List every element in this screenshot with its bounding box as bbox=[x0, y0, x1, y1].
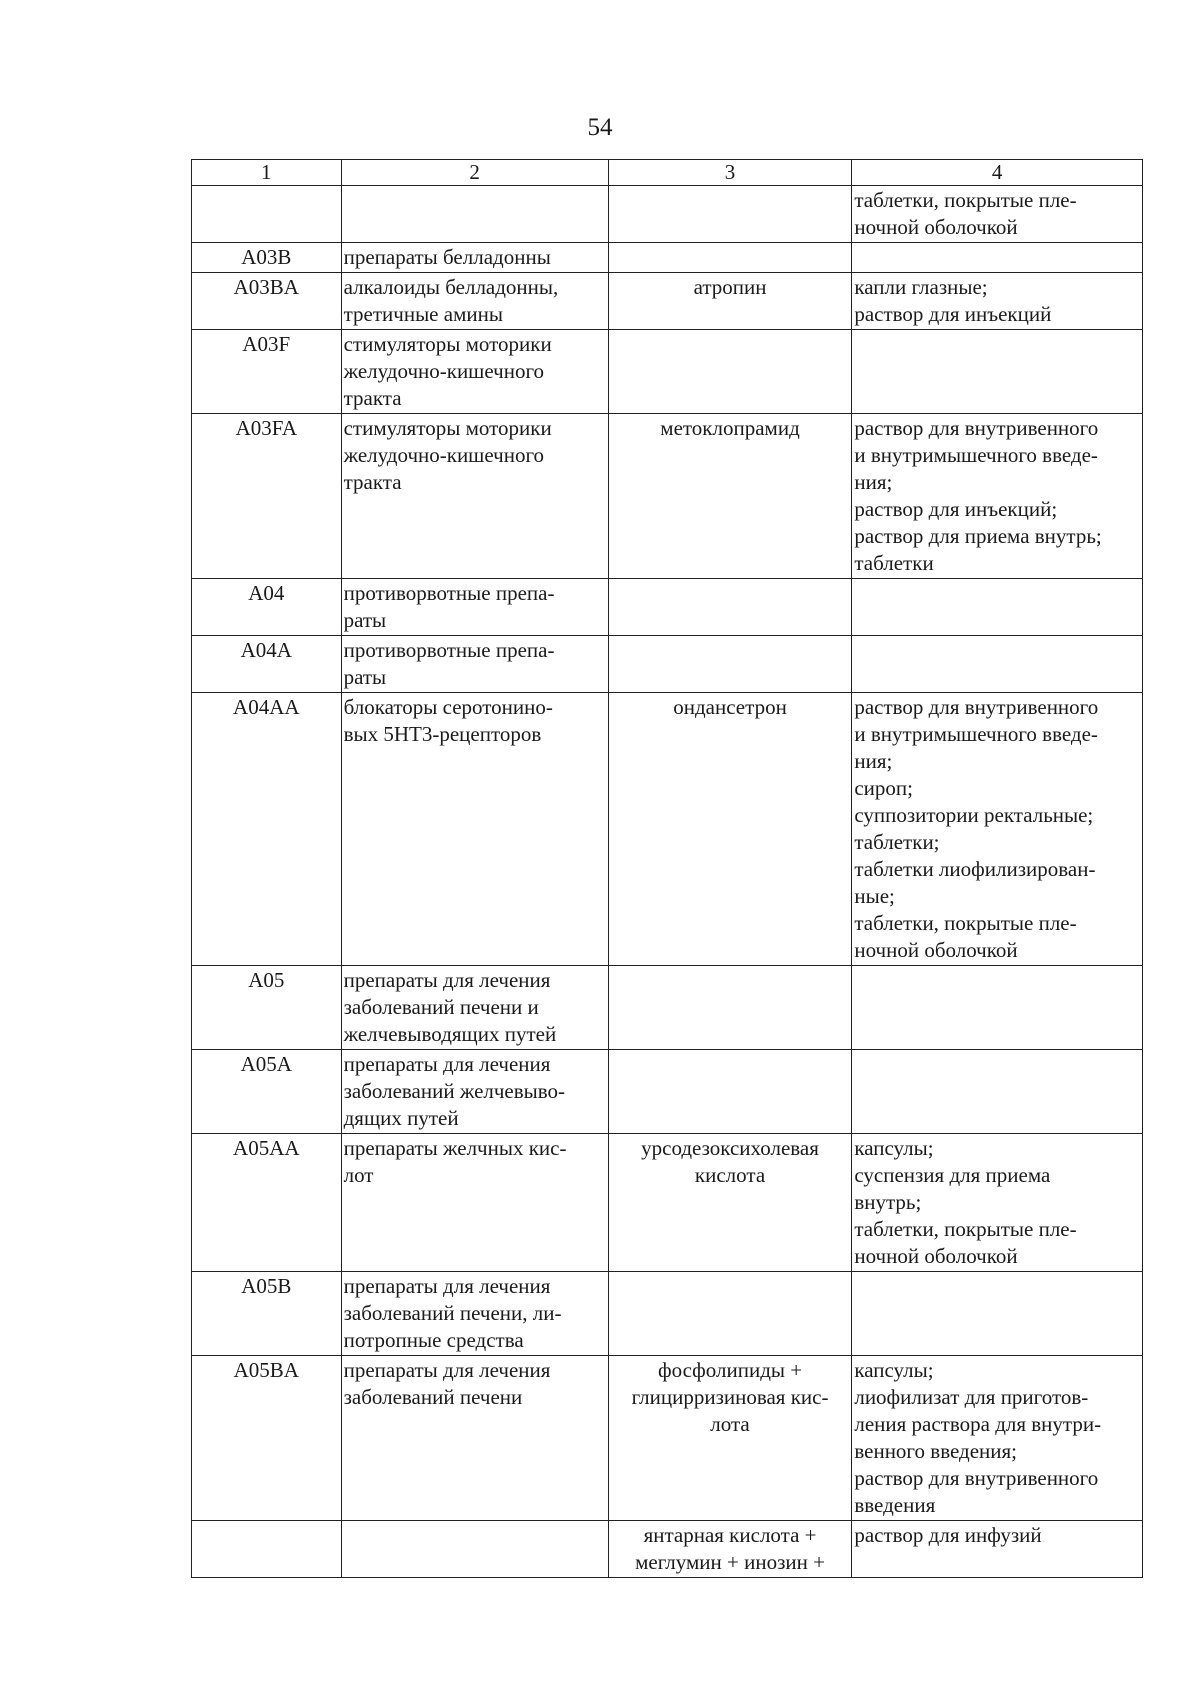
atc-code-cell: A04A bbox=[192, 636, 342, 693]
drug-name-cell bbox=[608, 273, 852, 330]
drug-name-cell bbox=[608, 636, 852, 693]
anatomical-group-cell bbox=[341, 1356, 608, 1521]
page-number: 54 bbox=[587, 114, 613, 141]
anatomical-group-line: препараты для лечения bbox=[343, 1358, 551, 1382]
atc-code-cell: A05A bbox=[192, 1050, 342, 1134]
anatomical-group-line: блокаторы серотонино- bbox=[343, 695, 553, 719]
drug-name-line: меглумин + инозин + bbox=[635, 1550, 825, 1574]
anatomical-group-line: заболеваний печени bbox=[343, 1385, 523, 1409]
dosage-form-line: раствор для приема внутрь; bbox=[854, 524, 1102, 548]
anatomical-group-line: заболеваний печени, ли- bbox=[343, 1301, 562, 1325]
anatomical-group-cell bbox=[341, 579, 608, 636]
table-row bbox=[192, 966, 1143, 1050]
drug-classification-table bbox=[191, 159, 1143, 1578]
dosage-form-line: таблетки; bbox=[854, 830, 940, 854]
drug-name-line: ондансетрон bbox=[673, 695, 787, 719]
atc-code-cell: A05BA bbox=[192, 1356, 342, 1521]
anatomical-group-cell bbox=[341, 186, 608, 243]
anatomical-group-line: препараты для лечения bbox=[343, 968, 551, 992]
dosage-form-line: ночной оболочкой bbox=[854, 1244, 1018, 1268]
table-row bbox=[192, 1134, 1143, 1272]
header-cell-1: 1 bbox=[192, 160, 342, 186]
anatomical-group-line: препараты для лечения bbox=[343, 1274, 551, 1298]
dosage-form-cell bbox=[852, 1134, 1143, 1272]
anatomical-group-cell bbox=[341, 243, 608, 273]
dosage-form-line: сироп; bbox=[854, 776, 913, 800]
anatomical-group-line: раты bbox=[343, 665, 387, 689]
anatomical-group-line: третичные амины bbox=[343, 302, 503, 326]
table-row bbox=[192, 1272, 1143, 1356]
table-row bbox=[192, 330, 1143, 414]
dosage-form-line: ния; bbox=[854, 749, 893, 773]
atc-code-cell: A05B bbox=[192, 1272, 342, 1356]
anatomical-group-line: желудочно-кишечного bbox=[343, 443, 545, 467]
anatomical-group-line: дящих путей bbox=[343, 1106, 459, 1130]
dosage-form-line: лиофилизат для приготов- bbox=[854, 1385, 1089, 1409]
drug-name-cell bbox=[608, 579, 852, 636]
drug-name-line: глицирризиновая кис- bbox=[631, 1385, 829, 1409]
dosage-form-line: внутрь; bbox=[854, 1190, 922, 1214]
anatomical-group-line: противорвотные препа- bbox=[343, 581, 555, 605]
dosage-form-line: капли глазные; bbox=[854, 275, 988, 299]
drug-name-cell bbox=[608, 1134, 852, 1272]
dosage-form-line: раствор для инфузий bbox=[854, 1523, 1042, 1547]
dosage-form-line: капсулы; bbox=[854, 1136, 934, 1160]
dosage-form-line: таблетки, покрытые пле- bbox=[854, 1217, 1077, 1241]
anatomical-group-line: препараты для лечения bbox=[343, 1052, 551, 1076]
drug-name-cell bbox=[608, 186, 852, 243]
dosage-form-cell bbox=[852, 1272, 1143, 1356]
dosage-form-cell bbox=[852, 1050, 1143, 1134]
dosage-form-line: ночной оболочкой bbox=[854, 938, 1018, 962]
drug-name-line: кислота bbox=[694, 1163, 766, 1187]
anatomical-group-line: стимуляторы моторики bbox=[343, 416, 552, 440]
dosage-form-line: раствор для внутривенного bbox=[854, 416, 1099, 440]
table-row bbox=[192, 273, 1143, 330]
atc-code-cell: A04AA bbox=[192, 693, 342, 966]
anatomical-group-line: раты bbox=[343, 608, 387, 632]
anatomical-group-line: заболеваний желчевыво- bbox=[343, 1079, 566, 1103]
dosage-form-line: таблетки, покрытые пле- bbox=[854, 188, 1077, 212]
anatomical-group-line: алкалоиды белладонны, bbox=[343, 275, 559, 299]
anatomical-group-line: стимуляторы моторики bbox=[343, 332, 552, 356]
dosage-form-cell bbox=[852, 966, 1143, 1050]
table-row bbox=[192, 1356, 1143, 1521]
dosage-form-line: раствор для инъекций bbox=[854, 302, 1052, 326]
anatomical-group-cell bbox=[341, 1134, 608, 1272]
drug-name-cell bbox=[608, 1521, 852, 1578]
dosage-form-line: раствор для инъекций; bbox=[854, 497, 1058, 521]
table-row bbox=[192, 636, 1143, 693]
table-row bbox=[192, 1521, 1143, 1578]
dosage-form-line: и внутримышечного введе- bbox=[854, 722, 1098, 746]
dosage-form-line: ночной оболочкой bbox=[854, 215, 1018, 239]
dosage-form-line: ния; bbox=[854, 470, 893, 494]
drug-name-line: метоклопрамид bbox=[660, 416, 800, 440]
table-row bbox=[192, 1050, 1143, 1134]
dosage-form-line: таблетки bbox=[854, 551, 934, 575]
dosage-form-line: суппозитории ректальные; bbox=[854, 803, 1094, 827]
dosage-form-line: раствор для внутривенного bbox=[854, 695, 1099, 719]
dosage-form-cell bbox=[852, 636, 1143, 693]
atc-code-cell: A05 bbox=[192, 966, 342, 1050]
anatomical-group-cell bbox=[341, 330, 608, 414]
drug-name-cell bbox=[608, 330, 852, 414]
dosage-form-cell bbox=[852, 693, 1143, 966]
anatomical-group-line: тракта bbox=[343, 470, 402, 494]
dosage-form-line: ные; bbox=[854, 884, 895, 908]
drug-name-cell bbox=[608, 1356, 852, 1521]
drug-name-cell bbox=[608, 1050, 852, 1134]
dosage-form-line: ления раствора для внутри- bbox=[854, 1412, 1102, 1436]
table-row bbox=[192, 186, 1143, 243]
drug-name-line: фосфолипиды + bbox=[657, 1358, 803, 1382]
drug-name-cell bbox=[608, 693, 852, 966]
header-cell-2: 2 bbox=[341, 160, 608, 186]
atc-code-cell bbox=[192, 1521, 342, 1578]
dosage-form-line: венного введения; bbox=[854, 1439, 1018, 1463]
dosage-form-cell bbox=[852, 579, 1143, 636]
anatomical-group-line: желудочно-кишечного bbox=[343, 359, 545, 383]
anatomical-group-cell bbox=[341, 966, 608, 1050]
table-row bbox=[192, 579, 1143, 636]
anatomical-group-cell bbox=[341, 414, 608, 579]
anatomical-group-cell bbox=[341, 273, 608, 330]
atc-code-cell bbox=[192, 186, 342, 243]
dosage-form-cell bbox=[852, 414, 1143, 579]
drug-name-cell bbox=[608, 243, 852, 273]
anatomical-group-line: лот bbox=[343, 1163, 374, 1187]
drug-name-cell bbox=[608, 966, 852, 1050]
anatomical-group-cell bbox=[341, 1050, 608, 1134]
dosage-form-line: и внутримышечного введе- bbox=[854, 443, 1098, 467]
dosage-form-line: введения bbox=[854, 1493, 936, 1517]
dosage-form-line: суспензия для приема bbox=[854, 1163, 1051, 1187]
anatomical-group-cell bbox=[341, 1272, 608, 1356]
dosage-form-cell bbox=[852, 1521, 1143, 1578]
anatomical-group-line: заболеваний печени и bbox=[343, 995, 539, 1019]
table-header-row bbox=[192, 160, 1143, 186]
anatomical-group-line: препараты желчных кис- bbox=[343, 1136, 567, 1160]
drug-name-cell bbox=[608, 1272, 852, 1356]
anatomical-group-line: вых 5HT3-рецепторов bbox=[343, 722, 542, 746]
anatomical-group-cell bbox=[341, 636, 608, 693]
header-cell-3: 3 bbox=[608, 160, 852, 186]
anatomical-group-cell bbox=[341, 693, 608, 966]
dosage-form-cell bbox=[852, 243, 1143, 273]
drug-name-line: лота bbox=[710, 1412, 750, 1436]
dosage-form-cell bbox=[852, 186, 1143, 243]
atc-code-cell: A03F bbox=[192, 330, 342, 414]
header-cell-4: 4 bbox=[852, 160, 1143, 186]
atc-code-cell: A03BA bbox=[192, 273, 342, 330]
drug-name-line: янтарная кислота + bbox=[643, 1523, 817, 1547]
dosage-form-line: капсулы; bbox=[854, 1358, 934, 1382]
drug-name-line: урсодезоксихолевая bbox=[641, 1136, 819, 1160]
drug-name-cell bbox=[608, 414, 852, 579]
anatomical-group-line: тракта bbox=[343, 386, 402, 410]
dosage-form-line: таблетки лиофилизирован- bbox=[854, 857, 1096, 881]
anatomical-group-line: препараты белладонны bbox=[343, 245, 551, 269]
atc-code-cell: A03B bbox=[192, 243, 342, 273]
table-row bbox=[192, 243, 1143, 273]
table-row bbox=[192, 693, 1143, 966]
dosage-form-cell bbox=[852, 330, 1143, 414]
table-row bbox=[192, 414, 1143, 579]
anatomical-group-line: потропные средства bbox=[343, 1328, 524, 1352]
anatomical-group-line: желчевыводящих путей bbox=[343, 1022, 557, 1046]
dosage-form-line: таблетки, покрытые пле- bbox=[854, 911, 1077, 935]
atc-code-cell: A03FA bbox=[192, 414, 342, 579]
atc-code-cell: A04 bbox=[192, 579, 342, 636]
anatomical-group-cell bbox=[341, 1521, 608, 1578]
dosage-form-cell bbox=[852, 1356, 1143, 1521]
dosage-form-cell bbox=[852, 273, 1143, 330]
dosage-form-line: раствор для внутривенного bbox=[854, 1466, 1099, 1490]
anatomical-group-line: противорвотные препа- bbox=[343, 638, 555, 662]
atc-code-cell: A05AA bbox=[192, 1134, 342, 1272]
drug-name-line: атропин bbox=[693, 275, 767, 299]
